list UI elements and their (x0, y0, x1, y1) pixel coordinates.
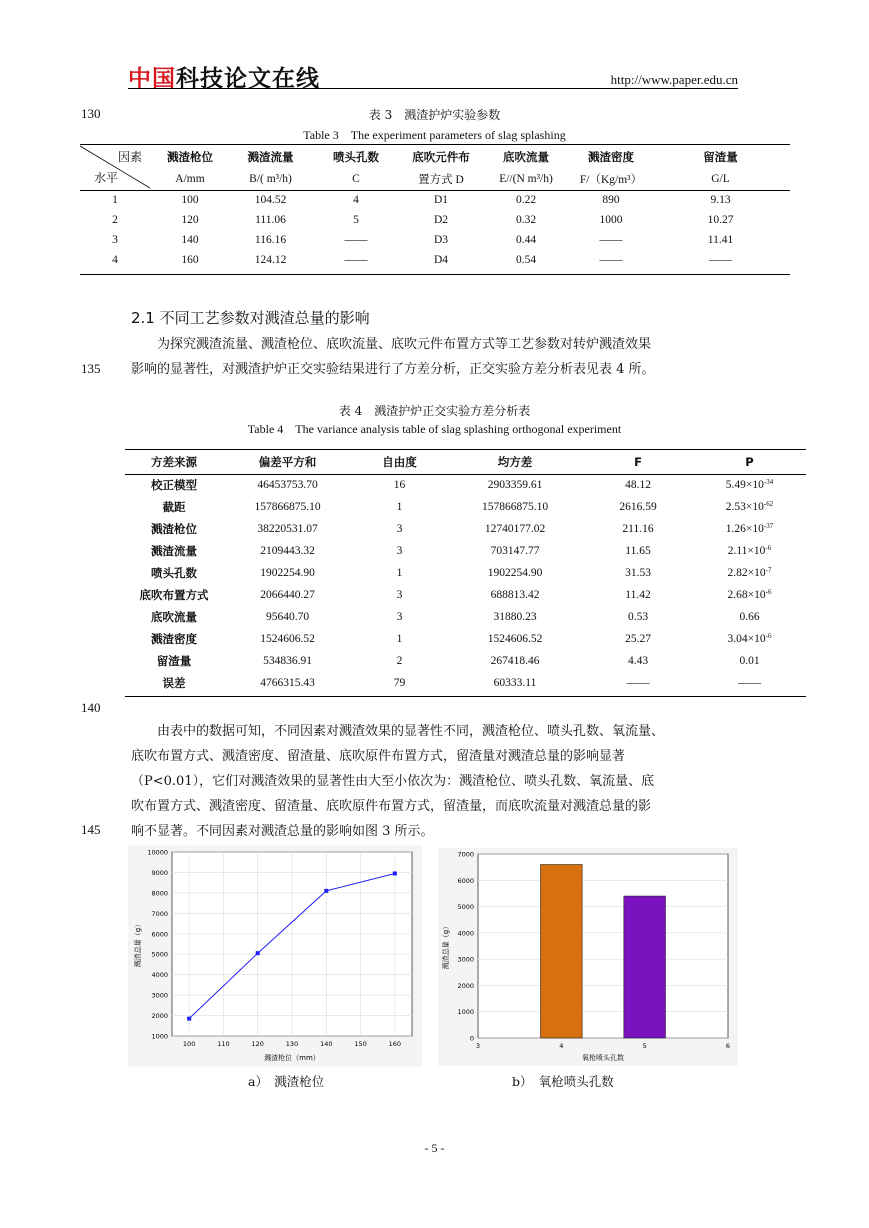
table4-cell: 3 (396, 589, 403, 601)
chart-a-ytick: 4000 (151, 971, 168, 980)
table3-cell: 0.32 (515, 214, 537, 226)
chart-b-ytick: 5000 (457, 903, 474, 912)
table3-cell: D1 (433, 194, 449, 207)
table3-header: 底吹流量 (503, 149, 549, 164)
chart-b-ytick: 0 (469, 1034, 474, 1043)
table4-row (125, 562, 806, 584)
table4-header: 均方差 (497, 454, 533, 469)
line-number-130: 130 (81, 106, 101, 121)
table4-header: 偏差平方和 (258, 454, 317, 469)
table4-source: 溅渣枪位 (151, 522, 197, 536)
chart-b-ytick: 4000 (457, 929, 474, 938)
p-value: 0.66 (739, 611, 760, 623)
p-exponent: -37 (763, 522, 774, 530)
table3-cell: 890 (602, 194, 620, 207)
table3-row (80, 190, 790, 210)
table3-cell: 140 (181, 234, 199, 246)
chart-a-xtick: 150 (354, 1040, 367, 1048)
line-number-135: 135 (81, 361, 101, 376)
table3-header: 溅渣枪位 (167, 149, 213, 164)
table4-cell: 267418.46 (490, 655, 540, 667)
table4-cell: 11.42 (625, 589, 651, 601)
table4-row (125, 584, 806, 606)
chart-b-ytick: 1000 (457, 1008, 474, 1017)
table4-cell: 95640.70 (265, 611, 310, 623)
chart-a-point (256, 951, 260, 955)
chart-a-xtick: 100 (182, 1040, 196, 1048)
chart-a-xlabel: 溅渣枪位（mm） (264, 1054, 320, 1062)
table4-source: 留渣量 (156, 654, 192, 668)
table3-header: 留渣量 (703, 149, 738, 164)
table3-header: 喷头孔数 (333, 149, 379, 164)
table3-cell: 1 (112, 194, 118, 207)
p-value: 2.53×10 (725, 501, 764, 513)
table3-cell: —— (344, 234, 368, 246)
p-value: 5.49×10 (725, 479, 764, 492)
para1-line1: 为探究溅渣流量、溅渣枪位、底吹流量、底吹元件布置方式等工艺参数对转炉溅渣效果 (157, 337, 652, 352)
para2-line2: 底吹布置方式、溅渣密度、留渣量、底吹原件布置方式，留渣量对溅渣总量的影响显著 (131, 749, 626, 764)
table4-row (125, 628, 806, 650)
table4-cell: 3 (396, 545, 403, 557)
table4-cell: 12740177.02 (484, 523, 546, 535)
table3-cell: 5 (353, 214, 359, 226)
section-title: 2.1 不同工艺参数对溅渣总量的影响 (131, 309, 370, 327)
table3-unit: C (352, 172, 360, 185)
table3-cell: 3 (112, 234, 118, 246)
table4-cell: 4766315.43 (260, 677, 315, 689)
table4-cell (693, 606, 806, 628)
table4-row (125, 496, 806, 518)
table3-cell: —— (599, 234, 623, 246)
table4-source: 校正模型 (151, 478, 197, 493)
table4-cell: 534836.91 (263, 655, 312, 667)
line-number-140: 140 (81, 700, 101, 715)
chart-a-ytick: 7000 (151, 909, 168, 918)
table4-cell: 2903359.61 (487, 479, 543, 492)
chart-a-ytick: 6000 (151, 930, 168, 939)
table3-cell: 0.22 (515, 194, 537, 207)
p-value: —— (738, 677, 761, 689)
paragraph-2 (131, 719, 740, 844)
table4-cell: 1902254.90 (487, 567, 543, 579)
chart-b (438, 848, 738, 1066)
table4-header: 自由度 (382, 454, 417, 469)
chart-b-xtick: 6 (725, 1042, 731, 1050)
chart-b-xtick: 5 (642, 1042, 647, 1050)
table4-cell: 11.65 (625, 545, 651, 557)
chart-a-ylabel: 溅渣总量（g） (134, 920, 142, 968)
table3-unit: B/( m³/h) (249, 172, 292, 185)
table3-header: 溅渣流量 (247, 149, 294, 164)
para2-line4: 吹布置方式、溅渣密度、留渣量、底吹原件布置方式，留渣量，而底吹流量对溅渣总量的影 (131, 799, 652, 814)
table4-source: 截距 (162, 500, 186, 514)
table3-caption-cn: 表 3 溅渣护炉实验参数 (368, 108, 501, 122)
table3-cell: 111.06 (255, 214, 286, 226)
chart-b-xlabel: 氧枪喷头孔数 (582, 1054, 624, 1062)
table4-cell (693, 474, 806, 496)
table4-cell: 1 (396, 633, 403, 645)
header-url[interactable]: http://www.paper.edu.cn (610, 72, 738, 87)
header-rule (128, 88, 738, 89)
chart-b-xtick: 3 (475, 1042, 481, 1050)
chart-a-point (187, 1017, 191, 1021)
p-value: 1.26×10 (725, 523, 764, 535)
table4-cell: 688813.42 (490, 589, 540, 601)
table3-cell: 116.16 (254, 234, 287, 246)
table4-cell: —— (626, 677, 650, 689)
chart-a-ytick: 10000 (147, 848, 168, 857)
paragraph-1 (131, 332, 740, 382)
table3-diag-bottom: 水平 (94, 171, 119, 185)
table4-cell (693, 496, 806, 518)
chart-a-ytick: 1000 (151, 1032, 168, 1041)
chart-a-point (324, 889, 328, 893)
table4-cell: 79 (393, 677, 406, 689)
chart-a-ytick: 2000 (151, 1012, 168, 1021)
p-exponent: -7 (765, 566, 772, 574)
table3-cell: D4 (433, 254, 449, 266)
table3-unit: 置方式 D (418, 173, 464, 186)
para2-line1: 由表中的数据可知，不同因素对溅渣效果的显著性不同，溅渣枪位、喷头孔数、氧流量、 (157, 724, 665, 739)
table4-cell: 4.43 (627, 655, 649, 667)
table3-unit: A/mm (175, 172, 205, 185)
table4-source: 溅渣密度 (151, 632, 197, 646)
table4-row (125, 672, 806, 694)
chart-a-xtick: 130 (285, 1040, 299, 1048)
chart-a-caption: a） 溅渣枪位 (248, 1074, 325, 1089)
table3-row (80, 250, 790, 270)
table3-cell: 10.27 (707, 214, 734, 226)
p-value: 3.04×10 (727, 633, 766, 645)
table3-cell: 1000 (599, 214, 623, 226)
chart-a-point (393, 871, 397, 875)
table4-cell (693, 672, 806, 694)
table4-row (125, 540, 806, 562)
p-exponent: -6 (765, 544, 772, 552)
table4-cell: 31880.23 (493, 611, 537, 623)
table4-cell: 16 (393, 479, 406, 492)
table4-row (125, 518, 806, 540)
p-value: 2.68×10 (727, 589, 766, 601)
chart-b-plot-area (478, 854, 728, 1038)
chart-a-ytick: 3000 (151, 991, 168, 1000)
table4-caption-en: Table 4 The variance analysis table of slag splashing orthogonal experiment (247, 422, 622, 436)
page-number: - 5 - (424, 1141, 445, 1155)
chart-b-bar (541, 865, 583, 1038)
table4-source: 溅渣流量 (151, 544, 197, 558)
table4-cell: 48.12 (625, 479, 651, 492)
table3-header: 溅渣密度 (588, 149, 634, 164)
table4-cell: 0.53 (627, 611, 649, 623)
table3-cell: —— (599, 254, 623, 266)
table3-cell: 11.41 (707, 234, 734, 246)
table3-caption-en: Table 3 The experiment parameters of slag splashing (303, 128, 566, 142)
table4-source: 底吹流量 (151, 610, 197, 624)
logo-red-text: 中国 (128, 66, 176, 92)
chart-b-ytick: 3000 (457, 955, 474, 964)
table4-cell: 1524606.52 (487, 633, 543, 645)
table4-source: 喷头孔数 (151, 566, 197, 580)
table4-cell: 211.16 (622, 523, 654, 535)
table3 (80, 144, 790, 275)
table4-cell: 2 (396, 655, 403, 667)
p-value: 2.82×10 (727, 567, 766, 579)
chart-a-xtick: 140 (320, 1040, 333, 1048)
table4-header: F (634, 454, 642, 469)
table3-cell: 9.13 (710, 194, 731, 207)
table3-cell: —— (709, 254, 732, 266)
table3-diag-top: 因素 (118, 150, 143, 164)
table3-cell: D2 (433, 214, 449, 226)
table4-cell: 157866875.10 (254, 501, 321, 513)
table3-cell: 0.54 (515, 254, 537, 266)
table4-cell: 46453753.70 (257, 479, 318, 492)
table3-cell: 100 (181, 194, 199, 207)
table4-cell (693, 628, 806, 650)
para2-line5: 响不显著。不同因素对溅渣总量的影响如图 3 所示。 (131, 824, 434, 839)
chart-a (128, 845, 422, 1067)
table3-unit: G/L (711, 172, 730, 185)
chart-a-xtick: 110 (217, 1040, 230, 1048)
table3-cell: 124.12 (254, 254, 287, 266)
table3-cell: 104.52 (254, 194, 287, 207)
table4-row (125, 606, 806, 628)
chart-b-caption: b） 氧枪喷头孔数 (512, 1074, 614, 1089)
table3-cell: 0.44 (515, 234, 537, 246)
table4-cell: 2066440.27 (260, 589, 315, 601)
table4-cell (693, 540, 806, 562)
table4-row (125, 650, 806, 672)
table4-cell (693, 650, 806, 672)
table4-header: 方差来源 (151, 454, 197, 469)
table4-source: 底吹布置方式 (139, 588, 209, 602)
table3-cell: 2 (112, 214, 118, 226)
table4-cell: 2109443.32 (260, 545, 315, 557)
p-exponent: -6 (765, 588, 772, 596)
chart-a-ytick: 9000 (151, 868, 168, 877)
chart-b-ytick: 6000 (457, 876, 474, 885)
table4-cell: 2616.59 (619, 501, 657, 513)
table3-cell: —— (344, 254, 368, 266)
table4-cell: 3 (396, 523, 403, 535)
p-exponent: -62 (763, 500, 774, 508)
para1-line2: 影响的显著性，对溅渣护炉正交实验结果进行了方差分析，正交实验方差分析表见表 4 所。 (131, 362, 655, 377)
table4-cell: 1902254.90 (260, 567, 315, 579)
table3-row (80, 210, 790, 230)
table4-cell: 25.27 (625, 633, 651, 645)
table3-cell: 120 (181, 214, 199, 226)
table4-cell: 703147.77 (490, 545, 540, 557)
table4-header: P (745, 454, 754, 469)
table4-source: 误差 (162, 676, 186, 690)
table3-corner (80, 145, 150, 168)
chart-a-xtick: 120 (251, 1040, 264, 1048)
chart-b-ytick: 7000 (457, 850, 474, 859)
table3-header: 底吹元件布 (412, 149, 470, 164)
table4-cell: 31.53 (625, 567, 651, 579)
table4-caption-cn: 表 4 溅渣护炉正交实验方差分析表 (338, 404, 531, 418)
chart-a-ytick: 8000 (151, 889, 168, 898)
table4-cell: 1 (396, 501, 403, 513)
table3-cell: D3 (433, 234, 449, 246)
table4-cell: 1524606.52 (260, 633, 315, 645)
table4 (125, 449, 806, 697)
table4-cell: 38220531.07 (257, 523, 318, 535)
chart-a-ytick: 5000 (151, 950, 168, 959)
table4-cell: 3 (396, 611, 403, 623)
line-number-145: 145 (81, 822, 101, 837)
chart-b-bar (624, 896, 666, 1038)
table4-cell: 157866875.10 (481, 501, 549, 513)
table3-unit: E//(N m³/h) (499, 172, 553, 185)
chart-b-xtick: 4 (559, 1042, 564, 1050)
p-exponent: -34 (763, 478, 774, 487)
table4-cell: 1 (396, 567, 403, 579)
p-value: 2.11×10 (727, 545, 766, 557)
table3-cell: 160 (181, 254, 199, 266)
chart-b-ylabel: 溅渣总量（g） (442, 922, 450, 970)
table4-cell: 60333.11 (493, 677, 537, 689)
chart-b-ytick: 2000 (457, 981, 474, 990)
table3-cell: 4 (112, 254, 118, 266)
table4-cell (693, 584, 806, 606)
table3-row (80, 230, 790, 250)
logo-black-text: 科技论文在线 (176, 66, 320, 92)
p-exponent: -6 (765, 632, 772, 640)
table3-cell: 4 (353, 194, 359, 207)
table4-row (125, 474, 806, 496)
p-value: 0.01 (739, 655, 760, 667)
table3-unit: F/（Kg/m³） (579, 173, 643, 186)
table4-cell (693, 518, 806, 540)
table4-cell (693, 562, 806, 584)
chart-a-xtick: 160 (388, 1040, 402, 1048)
para2-line3: （P<0.01），它们对溅渣效果的显著性由大至小依次为：溅渣枪位、喷头孔数、氧流量、底 (131, 774, 655, 789)
